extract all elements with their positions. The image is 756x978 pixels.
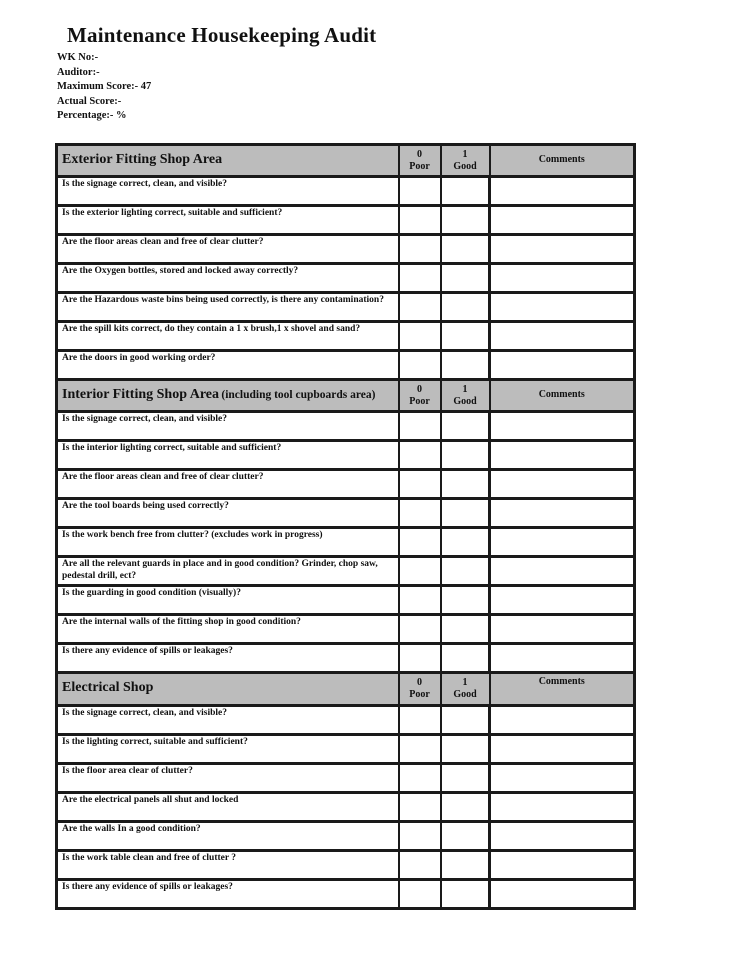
audit-row [57, 644, 635, 673]
audit-row [57, 499, 635, 528]
good-score-cell[interactable] [441, 557, 490, 586]
audit-row [57, 235, 635, 264]
question-cell: Is the signage correct, clean, and visible? [57, 706, 399, 735]
poor-column-header [399, 673, 441, 706]
section-title: Electrical Shop [62, 680, 154, 696]
meta-maximum-score: Maximum Score:- 47 [57, 81, 152, 92]
question-cell: Is there any evidence of spills or leakages? [57, 880, 399, 909]
audit-row [57, 177, 635, 206]
poor-score-cell[interactable] [399, 793, 441, 822]
audit-row [57, 793, 635, 822]
poor-score-cell[interactable] [399, 528, 441, 557]
meta-auditor: Auditor:- [57, 66, 100, 78]
comments-cell[interactable] [490, 322, 635, 351]
good-score-cell[interactable] [441, 735, 490, 764]
good-score-cell[interactable] [441, 293, 490, 322]
poor-score-cell[interactable] [399, 351, 441, 380]
poor-value: 0 [417, 383, 422, 395]
poor-score-cell[interactable] [399, 644, 441, 673]
poor-score-cell[interactable] [399, 615, 441, 644]
good-label: Good [453, 689, 477, 700]
audit-row [57, 528, 635, 557]
section-title-cell [57, 673, 399, 706]
audit-row [57, 880, 635, 909]
good-column-header [441, 145, 490, 177]
good-score-cell[interactable] [441, 470, 490, 499]
comments-cell[interactable] [490, 764, 635, 793]
poor-label: Poor [409, 689, 430, 700]
comments-cell[interactable] [490, 412, 635, 441]
question-cell: Is the guarding in good condition (visually)? [57, 586, 399, 615]
question-cell: Are the tool boards being used correctly? [57, 499, 399, 528]
comments-cell[interactable] [490, 706, 635, 735]
poor-value: 0 [417, 148, 422, 160]
good-value: 1 [462, 677, 468, 688]
comments-cell[interactable] [490, 557, 635, 586]
poor-score-cell[interactable] [399, 822, 441, 851]
good-score-cell[interactable] [441, 351, 490, 380]
poor-column-header [399, 380, 441, 412]
poor-score-cell[interactable] [399, 735, 441, 764]
section-title-cell [57, 380, 399, 412]
good-column-header [441, 673, 490, 706]
good-label: Good [453, 395, 477, 407]
comments-cell[interactable] [490, 293, 635, 322]
comments-cell[interactable] [490, 880, 635, 909]
good-column-header [441, 380, 490, 412]
poor-score-cell[interactable] [399, 412, 441, 441]
audit-row [57, 851, 635, 880]
meta-wk-no: WK No:- [57, 52, 99, 63]
audit-row [57, 706, 635, 735]
comments-cell[interactable] [490, 528, 635, 557]
audit-row [57, 586, 635, 615]
poor-score-cell[interactable] [399, 557, 441, 586]
good-score-cell[interactable] [441, 793, 490, 822]
meta-block [57, 51, 151, 124]
poor-score-cell[interactable] [399, 264, 441, 293]
comments-cell[interactable] [490, 851, 635, 880]
poor-score-cell[interactable] [399, 586, 441, 615]
question-cell: Is the interior lighting correct, suitable and sufficient? [57, 441, 399, 470]
poor-score-cell[interactable] [399, 293, 441, 322]
comments-cell[interactable] [490, 441, 635, 470]
section-subtitle: (including tool cupboards area) [221, 388, 376, 401]
comments-cell[interactable] [490, 235, 635, 264]
question-cell: Are all the relevant guards in place and in good condition? Grinder, chop saw, pedestal drill, ect? [57, 557, 399, 586]
good-score-cell[interactable] [441, 822, 490, 851]
good-score-cell[interactable] [441, 644, 490, 673]
section-title-cell [57, 145, 399, 177]
question-cell: Are the electrical panels all shut and locked [57, 793, 399, 822]
poor-score-cell[interactable] [399, 177, 441, 206]
audit-row [57, 206, 635, 235]
poor-score-cell[interactable] [399, 880, 441, 909]
question-cell: Is the work bench free from clutter? (excludes work in progress) [57, 528, 399, 557]
question-cell: Is the floor area clear of clutter? [57, 764, 399, 793]
question-cell: Is the work table clean and free of clutter ? [57, 851, 399, 880]
comments-cell[interactable] [490, 264, 635, 293]
audit-row [57, 412, 635, 441]
comments-cell[interactable] [490, 177, 635, 206]
question-cell: Are the Hazardous waste bins being used correctly, is there any contamination? [57, 293, 399, 322]
poor-score-cell[interactable] [399, 206, 441, 235]
question-cell: Are the spill kits correct, do they contain a 1 x brush,1 x shovel and sand? [57, 322, 399, 351]
good-score-cell[interactable] [441, 615, 490, 644]
meta-percentage: Percentage:- % [57, 110, 127, 121]
good-label: Good [453, 160, 477, 172]
question-cell: Are the doors in good working order? [57, 351, 399, 380]
audit-row [57, 735, 635, 764]
poor-score-cell[interactable] [399, 764, 441, 793]
question-cell: Is the exterior lighting correct, suitable and sufficient? [57, 206, 399, 235]
good-score-cell[interactable] [441, 851, 490, 880]
section-header-row [57, 673, 635, 706]
good-score-cell[interactable] [441, 441, 490, 470]
comments-column-header: Comments [490, 673, 635, 706]
audit-row [57, 351, 635, 380]
poor-score-cell[interactable] [399, 706, 441, 735]
good-value: 1 [462, 148, 468, 160]
comments-cell[interactable] [490, 735, 635, 764]
comments-cell[interactable] [490, 206, 635, 235]
audit-row [57, 293, 635, 322]
question-cell: Are the Oxygen bottles, stored and locked away correctly? [57, 264, 399, 293]
comments-cell[interactable] [490, 615, 635, 644]
good-score-cell[interactable] [441, 880, 490, 909]
poor-score-cell[interactable] [399, 235, 441, 264]
question-cell: Is there any evidence of spills or leakages? [57, 644, 399, 673]
good-score-cell[interactable] [441, 177, 490, 206]
comments-cell[interactable] [490, 793, 635, 822]
audit-row [57, 264, 635, 293]
good-score-cell[interactable] [441, 764, 490, 793]
good-score-cell[interactable] [441, 528, 490, 557]
audit-table [55, 143, 636, 910]
section-header-row [57, 145, 635, 177]
comments-cell[interactable] [490, 499, 635, 528]
good-score-cell[interactable] [441, 586, 490, 615]
poor-score-cell[interactable] [399, 322, 441, 351]
page-title: Maintenance Housekeeping Audit [67, 23, 377, 47]
poor-score-cell[interactable] [399, 470, 441, 499]
audit-row [57, 615, 635, 644]
audit-table-host [55, 143, 636, 910]
good-score-cell[interactable] [441, 412, 490, 441]
comments-column-header: Comments [490, 145, 635, 177]
poor-label: Poor [409, 395, 430, 407]
good-value: 1 [462, 383, 468, 395]
comments-cell[interactable] [490, 822, 635, 851]
comments-column-header: Comments [490, 380, 635, 412]
comments-cell[interactable] [490, 470, 635, 499]
good-score-cell[interactable] [441, 264, 490, 293]
question-cell: Are the floor areas clean and free of clear clutter? [57, 235, 399, 264]
question-cell: Is the lighting correct, suitable and sufficient? [57, 735, 399, 764]
question-cell: Are the internal walls of the fitting shop in good condition? [57, 615, 399, 644]
poor-label: Poor [409, 160, 430, 172]
poor-column-header [399, 145, 441, 177]
question-cell: Is the signage correct, clean, and visible? [57, 412, 399, 441]
comments-cell[interactable] [490, 351, 635, 380]
comments-cell[interactable] [490, 586, 635, 615]
good-score-cell[interactable] [441, 235, 490, 264]
question-cell: Are the walls In a good condition? [57, 822, 399, 851]
audit-row [57, 322, 635, 351]
comments-cell[interactable] [490, 644, 635, 673]
section-header-row [57, 380, 635, 412]
audit-row [57, 822, 635, 851]
audit-row [57, 764, 635, 793]
poor-value: 0 [417, 677, 422, 688]
audit-row [57, 470, 635, 499]
meta-actual-score: Actual Score:- [57, 95, 122, 107]
audit-row [57, 441, 635, 470]
poor-score-cell[interactable] [399, 851, 441, 880]
poor-score-cell[interactable] [399, 441, 441, 470]
question-cell: Are the floor areas clean and free of clear clutter? [57, 470, 399, 499]
question-cell: Is the signage correct, clean, and visible? [57, 177, 399, 206]
audit-row [57, 557, 635, 586]
section-title: Exterior Fitting Shop Area [62, 151, 223, 167]
good-score-cell[interactable] [441, 206, 490, 235]
good-score-cell[interactable] [441, 322, 490, 351]
poor-score-cell[interactable] [399, 499, 441, 528]
good-score-cell[interactable] [441, 499, 490, 528]
section-title: Interior Fitting Shop Area [62, 386, 219, 402]
good-score-cell[interactable] [441, 706, 490, 735]
